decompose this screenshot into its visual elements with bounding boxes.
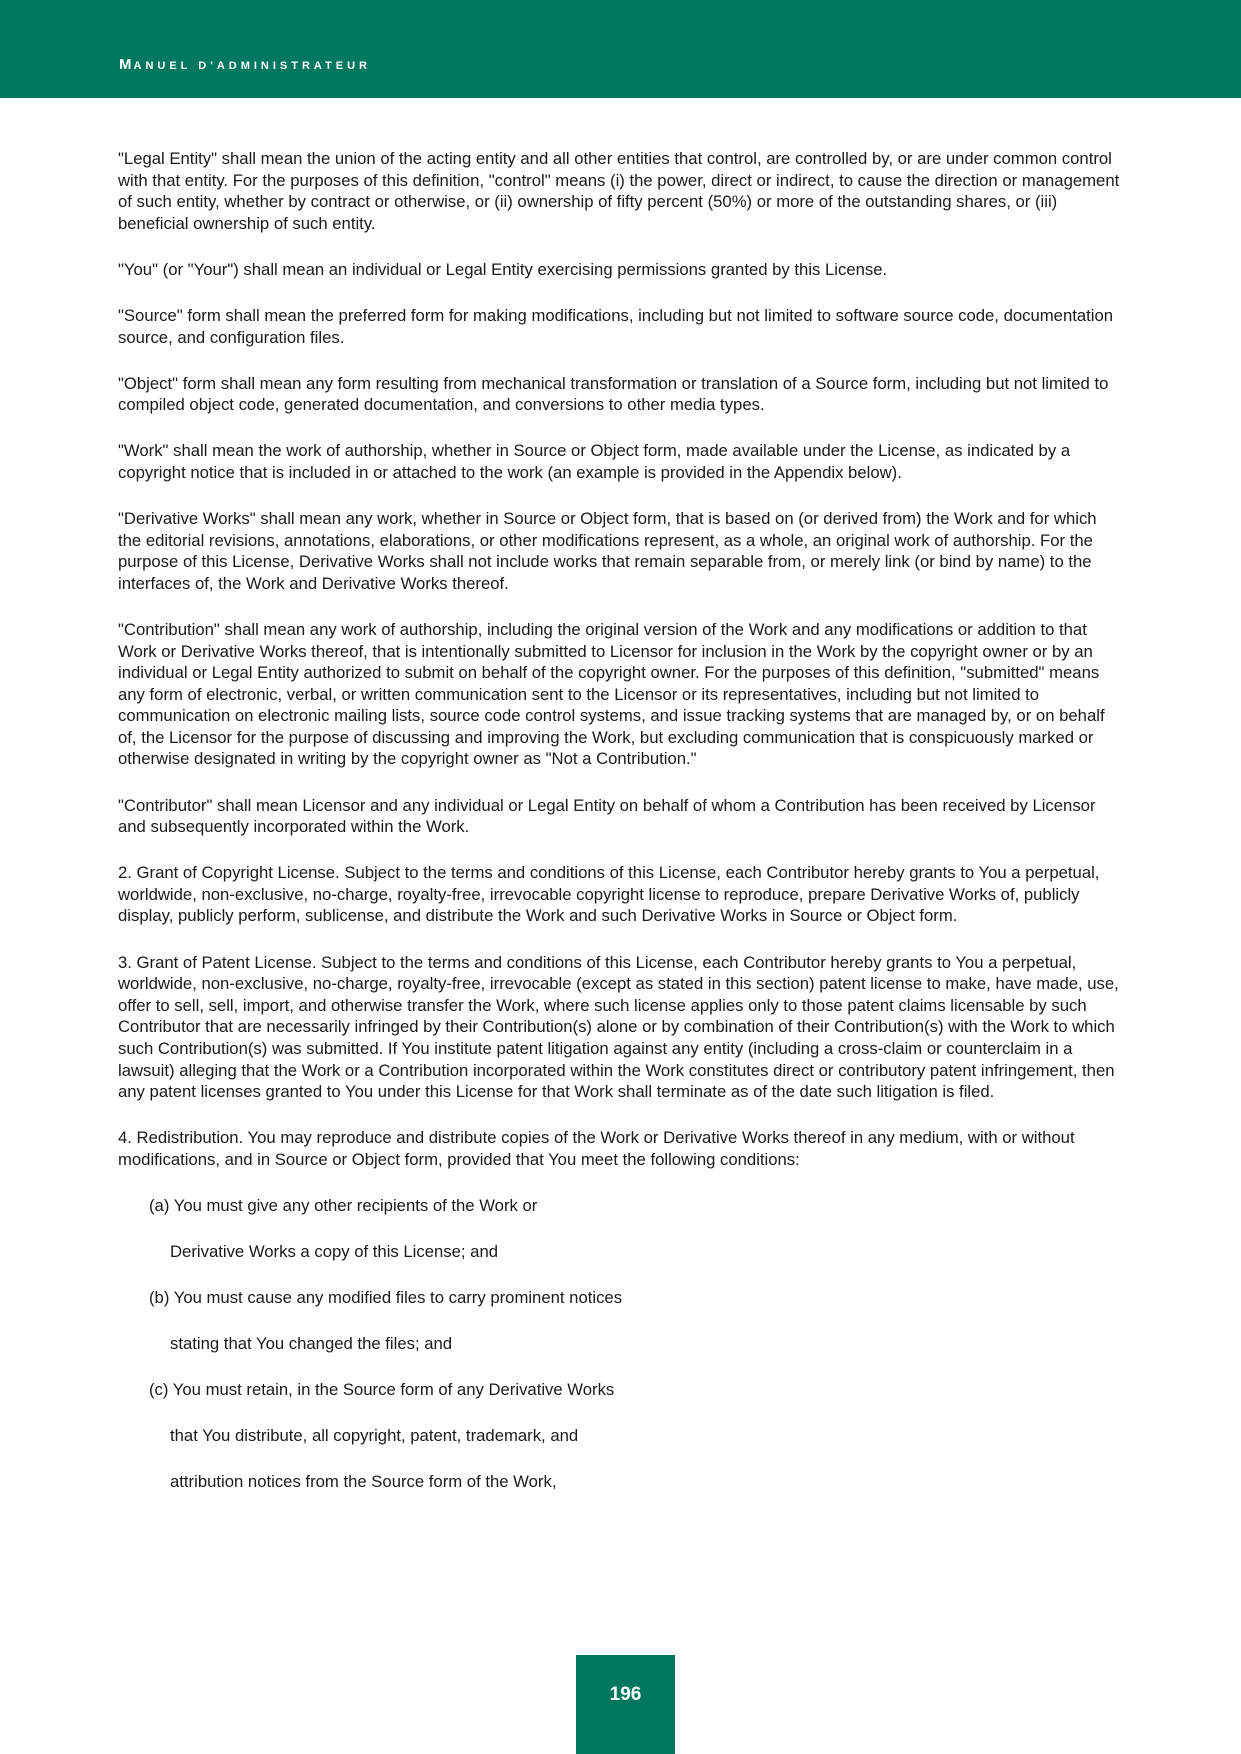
running-header-title xyxy=(119,56,371,73)
list-item-c-continued-1: that You distribute, all copyright, patent, trademark, and xyxy=(170,1426,579,1446)
list-item-c-continued-2: attribution notices from the Source form of the Work, xyxy=(170,1472,557,1492)
paragraph-derivative-works: "Derivative Works" shall mean any work, whether in Source or Object form, that is based on (or derived from) the Work and for which the editorial revisions, annotations, elaborations, or other modifications represent, as a whole, an original work of authorship. For the purpose of this License, Derivative Works shall not include works that remain separable from, or merely link (or bind by name) to the interfaces of, the Work and Derivative Works thereof. xyxy=(118,509,1097,593)
header-title-part2: ADMINISTRATEUR xyxy=(216,60,371,72)
list-item-b-continued: stating that You changed the files; and xyxy=(170,1334,453,1354)
page-number: 196 xyxy=(609,1684,642,1705)
paragraph-contribution: "Contribution" shall mean any work of authorship, including the original version of the Work and any modifications or addition to that Work or Derivative Works thereof, that is intentionally submitted to Licensor for inclusion in the Work by the copyright owner or by an individual or Legal Entity authorized to submit on behalf of the copyright owner. For the purposes of this definition, "submitted" means any form of electronic, verbal, or written communication sent to the Licensor or its representatives, including but not limited to communication on electronic mailing lists, source code control systems, and issue tracking systems that are managed by, or on behalf of, the Licensor for the purpose of discussing and improving the Work, but excluding communication that is conspicuously marked or otherwise designated in writing by the copyright owner as "Not a Contribution." xyxy=(118,619,1105,769)
paragraph-patent-license: 3. Grant of Patent License. Subject to the terms and conditions of this License, each Contributor hereby grants to You a perpetual, worldwide, non-exclusive, no-charge, royalty-free, irrevocable (except as stated in this section) patent license to make, have made, use, offer to sell, sell, import, and otherwise transfer the Work, where such license applies only to those patent claims licensable by such Contributor that are necessarily infringed by their Contribution(s) alone or by combination of their Contribution(s) with the Work to which such Contribution(s) was submitted. If You institute patent litigation against any entity (including a cross-claim or counterclaim in a lawsuit) alleging that the Work or a Contribution incorporated within the Work constitutes direct or contributory patent infringement, then any patent licenses granted to You under this License for that Work shall terminate as of the date such litigation is filed. xyxy=(118,952,1119,1102)
list-item-a-continued: Derivative Works a copy of this License; and xyxy=(170,1241,499,1261)
paragraph-source: "Source" form shall mean the preferred form for making modifications, including but not limited to software source code, documentation source, and configuration files. xyxy=(118,305,1114,347)
list-item-b: (b) You must cause any modified files to carry prominent notices xyxy=(149,1288,623,1308)
header-title-initial: M xyxy=(119,56,134,73)
paragraph-work: "Work" shall mean the work of authorship, whether in Source or Object form, made available under the License, as indicated by a copyright notice that is included in or attached to the work (an example is provided in the Appendix below). xyxy=(118,441,1071,482)
list-item-c: (c) You must retain, in the Source form of any Derivative Works xyxy=(149,1380,615,1400)
paragraph-you: "You" (or "Your") shall mean an individual or Legal Entity exercising permissions granted by this License. xyxy=(118,259,888,279)
paragraph-redistribution: 4. Redistribution. You may reproduce and distribute copies of the Work or Derivative Works thereof in any medium, with or without modifications, and in Source or Object form, provided that You meet the following conditions: xyxy=(118,1128,1075,1169)
paragraph-copyright-license: 2. Grant of Copyright License. Subject to the terms and conditions of this License, each Contributor hereby grants to You a perpetual, worldwide, non-exclusive, no-charge, royalty-free, irrevocable copyright license to reproduce, prepare Derivative Works of, publicly display, publicly perform, sublicense, and distribute the Work and such Derivative Works in Source or Object form. xyxy=(118,863,1100,926)
page-number-tab xyxy=(576,1655,675,1754)
document-body xyxy=(118,148,1123,1518)
header-band xyxy=(0,0,1241,98)
list-item-a: (a) You must give any other recipients of the Work or xyxy=(149,1195,538,1215)
paragraph-legal-entity: "Legal Entity" shall mean the union of the acting entity and all other entities that control, are controlled by, or are under common control with that entity. For the purposes of this definition, "control" means (i) the power, direct or indirect, to cause the direction or management of such entity, whether by contract or otherwise, or (ii) ownership of fifty percent (50%) or more of the outstanding shares, or (iii) beneficial ownership of such entity. xyxy=(118,149,1120,233)
header-title-part1: ANUEL D' xyxy=(133,60,217,72)
paragraph-contributor: "Contributor" shall mean Licensor and any individual or Legal Entity on behalf of whom a Contribution has been received by Licensor and subsequently incorporated within the Work. xyxy=(118,795,1096,837)
paragraph-object: "Object" form shall mean any form resulting from mechanical transformation or translation of a Source form, including but not limited to compiled object code, generated documentation, and conversions to other media types. xyxy=(118,373,1109,415)
